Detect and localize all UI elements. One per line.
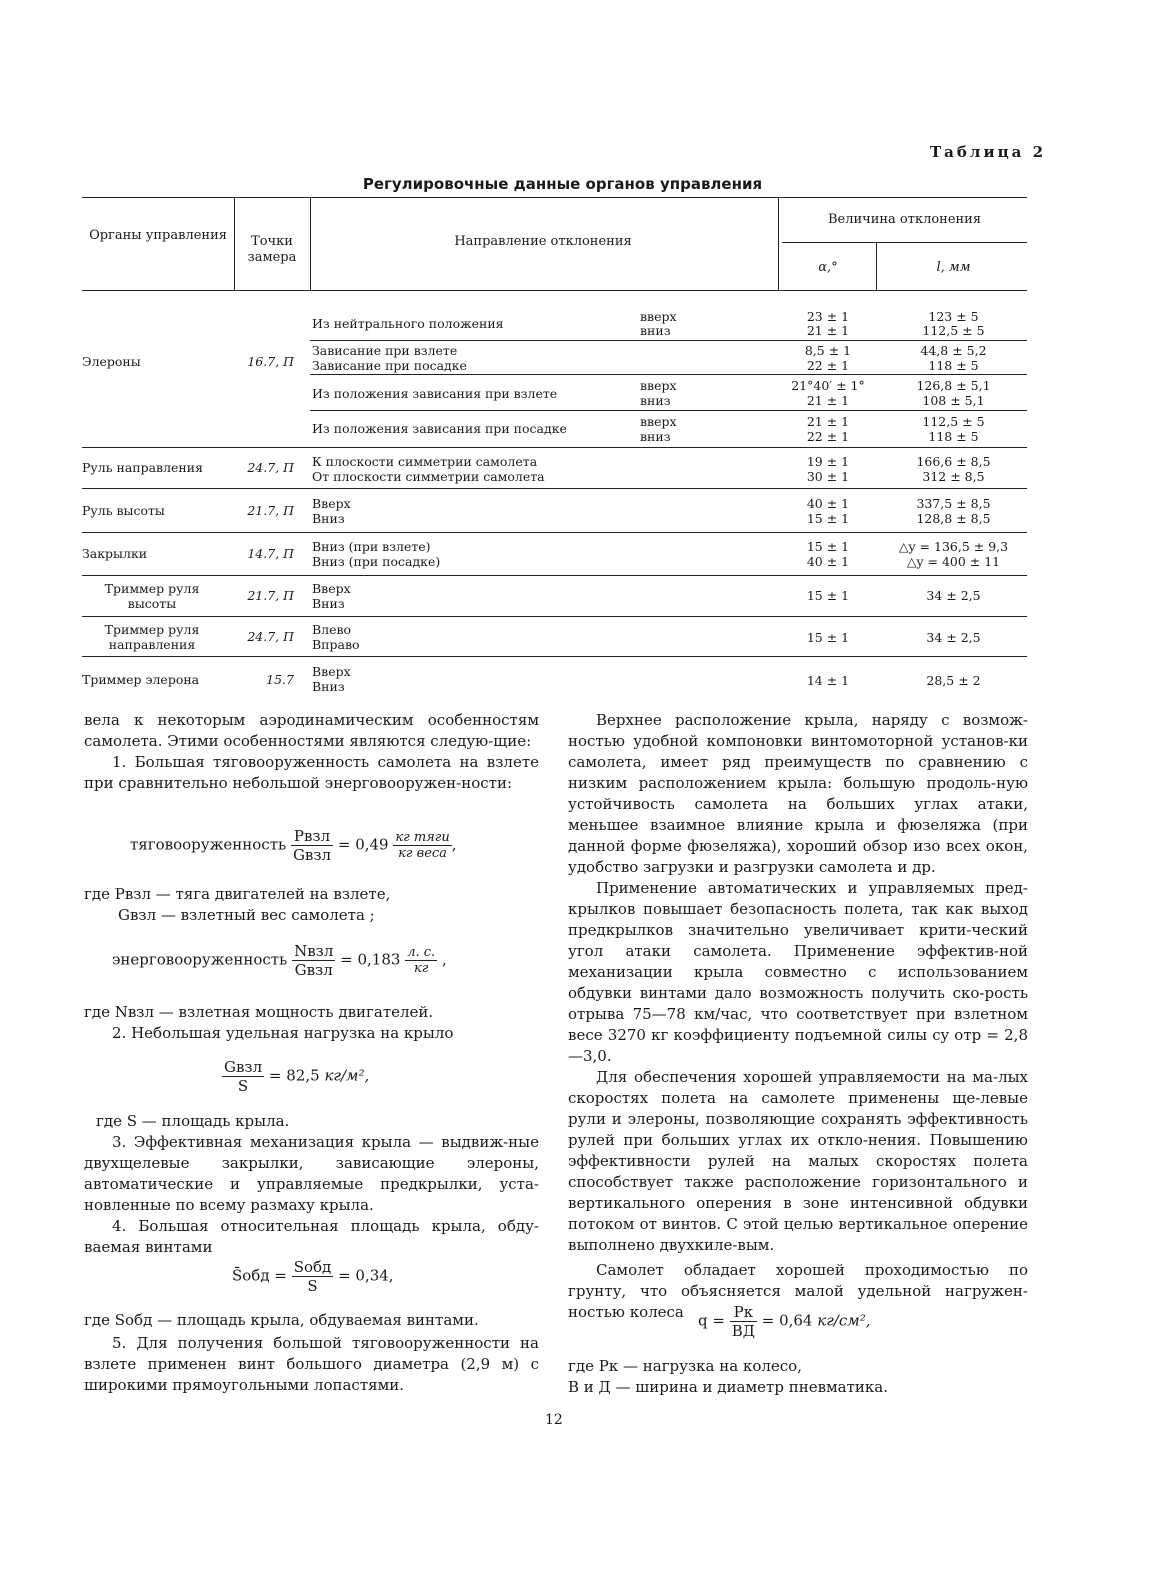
row-point: 14.7, П <box>247 546 294 561</box>
formula-label: энерговооруженность <box>112 950 288 969</box>
formula-denominator: Gвзл <box>294 961 333 979</box>
header-sub-rule <box>782 242 1027 243</box>
row-point: 15.7 <box>266 672 294 687</box>
row-subdirection: вниз <box>640 429 671 444</box>
paragraph-text: 2. Небольшая удельная нагрузка на крыло <box>112 1024 454 1042</box>
paragraph <box>568 710 1028 1323</box>
paragraph-text: Самолет обладает хорошей проходимостью по грунту, что объясняется малой удельной нагружен-ностью колеса <box>568 1261 1028 1321</box>
row-length: 34 ± 2,5 <box>926 630 981 645</box>
paragraph <box>84 1023 539 1044</box>
formula-numerator: Nвзл <box>294 942 334 960</box>
header-length: l, мм <box>936 260 971 275</box>
row-alpha: 22 ± 1 <box>806 358 850 373</box>
header-divider <box>876 242 877 290</box>
formula-thrust-ratio <box>130 827 457 864</box>
row-direction: Вправо <box>312 637 360 652</box>
table-label: Таблица 2 <box>930 143 1047 161</box>
formula-blown-area <box>232 1258 394 1295</box>
row-length: 118 ± 5 <box>928 429 979 444</box>
paragraph-text: 3. Эффективная механизация крыла — выдвиж-ные двухщелевые закрылки, зависающие элероны, автоматические и управляемые предкрылки, уста-новленные по всему размаху крыла. <box>84 1133 539 1214</box>
formula-unit-den: кг веса <box>398 846 447 861</box>
row-organ: Триммер руля направления <box>104 622 200 652</box>
where-text: где Pвзл — тяга двигателей на взлете, <box>84 885 391 903</box>
row-organ: Руль направления <box>82 460 203 475</box>
row-length: 126,8 ± 5,1 <box>916 378 991 393</box>
sub-row-rule <box>310 410 1027 411</box>
formula-denominator: Gвзл <box>292 846 332 864</box>
row-length: △y = 400 ± 11 <box>906 554 1001 569</box>
row-direction: Из положения зависания при взлете <box>312 386 558 401</box>
row-alpha: 19 ± 1 <box>806 454 850 469</box>
row-length: 112,5 ± 5 <box>922 323 985 338</box>
row-organ: Триммер элерона <box>82 672 200 687</box>
where-text: Gвзл — взлетный вес самолета ; <box>118 906 375 924</box>
row-alpha: 15 ± 1 <box>806 539 850 554</box>
paragraph-text: 5. Для получения большой тяговооруженности на взлете применен винт большого диаметра (2,9 м) с широкими прямоугольными лопастями. <box>84 1334 539 1394</box>
header-divider <box>310 197 311 290</box>
row-direction: Вверх <box>312 581 351 596</box>
row-length: △y = 136,5 ± 9,3 <box>898 539 1009 554</box>
row-point: 24.7, П <box>247 460 294 475</box>
row-length: 118 ± 5 <box>928 358 979 373</box>
row-direction: Вверх <box>312 496 351 511</box>
where-text: В и Д — ширина и диаметр пневматика. <box>568 1378 889 1396</box>
formula-value: = 82,5 <box>268 1066 320 1085</box>
paragraph-text: 1. Большая тяговооруженность самолета на взлете при сравнительно небольшой энерговооружен-ности: <box>84 753 539 792</box>
header-bottom-rule <box>82 290 1027 291</box>
row-rule <box>82 656 1027 657</box>
paragraph <box>84 1132 539 1258</box>
row-organ: Закрылки <box>82 546 148 561</box>
row-alpha: 21°40′ ± 1° <box>791 378 865 393</box>
row-length: 34 ± 2,5 <box>926 588 981 603</box>
table-title: Регулировочные данные органов управления <box>362 175 763 193</box>
formula-unit: кг/м², <box>324 1066 370 1085</box>
formula-value: = 0,34, <box>338 1266 394 1285</box>
row-alpha: 21 ± 1 <box>806 393 850 408</box>
row-length: 108 ± 5,1 <box>922 393 985 408</box>
paragraph <box>84 1333 539 1396</box>
paragraph-text: Для обеспечения хорошей управляемости на ма-лых скоростях полета на самолете применены ще-левые рули и элероны, позволяющие сохранять эффективность рулей при больших углах их откло-нения. Повышению эффективности рулей на малых скоростях полета способствует также расположение горизонтального и вертикального оперения в зоне интенсивной обдувки потоком от винтов. С этой целью вертикальное оперение выполнено двухкиле-вым. <box>568 1068 1028 1254</box>
formula-power-ratio <box>112 942 447 979</box>
formula-denominator: ВД <box>731 1322 755 1340</box>
header-divider <box>778 197 779 290</box>
row-alpha: 15 ± 1 <box>806 588 850 603</box>
header-magnitude: Величина отклонения <box>827 212 982 227</box>
row-direction: К плоскости симметрии самолета <box>312 454 538 469</box>
row-rule <box>82 488 1027 489</box>
row-direction: От плоскости симметрии самолета <box>312 469 545 484</box>
row-alpha: 15 ± 1 <box>806 511 850 526</box>
row-alpha: 8,5 ± 1 <box>804 343 852 358</box>
formula-unit-num: кг тяги <box>395 830 450 845</box>
header-points: Точки замера <box>247 234 297 265</box>
formula-wheel-load <box>698 1303 870 1340</box>
header-direction: Направление отклонения <box>454 234 632 249</box>
row-length: 337,5 ± 8,5 <box>916 496 991 511</box>
formula-numerator: Gвзл <box>224 1058 263 1076</box>
row-subdirection: вниз <box>640 323 671 338</box>
row-length: 28,5 ± 2 <box>926 673 981 688</box>
row-organ: Триммер руля высоты <box>104 581 200 611</box>
row-length: 112,5 ± 5 <box>922 414 985 429</box>
formula-denominator: S <box>237 1077 249 1095</box>
row-organ: Руль высоты <box>82 503 165 518</box>
row-point: 24.7, П <box>247 629 294 644</box>
row-subdirection: вверх <box>640 378 677 393</box>
row-direction: Вверх <box>312 664 351 679</box>
where-text: где Nвзл — взлетная мощность двигателей. <box>84 1003 434 1021</box>
row-direction: Из нейтрального положения <box>312 316 504 331</box>
formula-tail: , <box>441 950 447 969</box>
row-direction: Из положения зависания при посадке <box>312 421 567 436</box>
row-subdirection: вниз <box>640 393 671 408</box>
row-length: 166,6 ± 8,5 <box>916 454 991 469</box>
row-direction: Зависание при посадке <box>312 358 467 373</box>
row-alpha: 40 ± 1 <box>806 554 850 569</box>
sub-row-rule <box>310 340 1027 341</box>
row-length: 123 ± 5 <box>928 309 979 324</box>
formula-denominator: S <box>307 1277 318 1295</box>
formula-wing-load <box>222 1058 369 1095</box>
row-organ: Элероны <box>82 354 141 369</box>
row-direction: Вниз <box>312 596 345 611</box>
row-alpha: 15 ± 1 <box>806 630 850 645</box>
formula-unit-den: кг <box>414 961 429 976</box>
row-direction: Вниз (при взлете) <box>312 539 431 554</box>
row-subdirection: вверх <box>640 414 677 429</box>
paragraph-text: Верхнее расположение крыла, наряду с возмож-ностью удобной компоновки винтомоторной установ-ки самолета, имеет ряд преимуществ по сравнению с низким расположением крыла: большую продоль-ную устойчивость самолета на больших углах атаки, меньшее взаимное влияние крыла и фюзеляжа (при данной форме фюзеляжа), хороший обзор изо всех окон, удобство загрузки и разгрузки самолета и др. <box>568 711 1028 876</box>
table-top-rule <box>82 197 1027 198</box>
formula-label: S̄обд = <box>232 1266 287 1285</box>
formula-value: = 0,49 <box>337 835 389 854</box>
formula-tail: , <box>451 835 457 854</box>
formula-label: тяговооруженность <box>130 835 287 854</box>
row-direction: Вниз <box>312 679 345 694</box>
row-rule <box>82 616 1027 617</box>
row-point: 21.7, П <box>247 503 294 518</box>
row-length: 44,8 ± 5,2 <box>920 343 987 358</box>
sub-row-rule <box>310 374 1027 375</box>
row-direction: Вниз (при посадке) <box>312 554 441 569</box>
row-alpha: 22 ± 1 <box>806 429 850 444</box>
row-length: 312 ± 8,5 <box>922 469 985 484</box>
row-alpha: 14 ± 1 <box>806 673 850 688</box>
paragraph-text: Применение автоматических и управляемых пред-крылков повышает безопасность полета, так как выход предкрылков значительно увеличивает крити-ческий угол атаки самолета. Применение эффектив-ной механизации крыла совместно с использованием обдувки винтами дало возможность получить ско-рость отрыва 75—78 км/час, что соответствует при взлетном весе 3270 кг коэффициенту подъемной силы cy отр = 2,8—3,0. <box>568 879 1028 1065</box>
header-organs: Органы управления <box>89 228 227 243</box>
row-direction: Влево <box>312 622 352 637</box>
header-divider <box>234 197 235 290</box>
row-direction: Вниз <box>312 511 345 526</box>
row-point: 21.7, П <box>247 588 294 603</box>
row-direction: Зависание при взлете <box>312 343 458 358</box>
row-alpha: 23 ± 1 <box>806 309 850 324</box>
row-alpha: 40 ± 1 <box>806 496 850 511</box>
formula-unit-num: л. с. <box>407 945 436 960</box>
formula-numerator: Sобд <box>293 1258 332 1276</box>
row-point: 16.7, П <box>247 354 294 369</box>
row-rule <box>82 575 1027 576</box>
where-text: где Pк — нагрузка на колесо, <box>568 1357 802 1375</box>
formula-numerator: Pвзл <box>291 827 333 846</box>
formula-value: = 0,64 <box>761 1311 813 1330</box>
paragraph <box>84 710 539 794</box>
row-alpha: 21 ± 1 <box>806 323 850 338</box>
paragraph-text: 4. Большая относительная площадь крыла, обду-ваемая винтами <box>84 1217 539 1256</box>
formula-unit: кг/см², <box>817 1311 871 1330</box>
header-alpha: α,° <box>818 260 838 275</box>
row-alpha: 30 ± 1 <box>806 469 850 484</box>
formula-numerator: Pк <box>730 1303 757 1322</box>
row-rule <box>82 447 1027 448</box>
row-alpha: 21 ± 1 <box>806 414 850 429</box>
page-number: 12 <box>545 1412 563 1428</box>
paragraph-text: вела к некоторым аэродинамическим особенностям самолета. Этими особенностями являются следую-щие: <box>84 711 539 750</box>
row-rule <box>82 532 1027 533</box>
where-text: где Sобд — площадь крыла, обдуваемая винтами. <box>84 1311 479 1329</box>
formula-label: q = <box>698 1311 725 1330</box>
row-subdirection: вверх <box>640 309 677 324</box>
formula-value: = 0,183 <box>340 950 401 969</box>
where-text: где S — площадь крыла. <box>96 1112 290 1130</box>
row-length: 128,8 ± 8,5 <box>916 511 991 526</box>
